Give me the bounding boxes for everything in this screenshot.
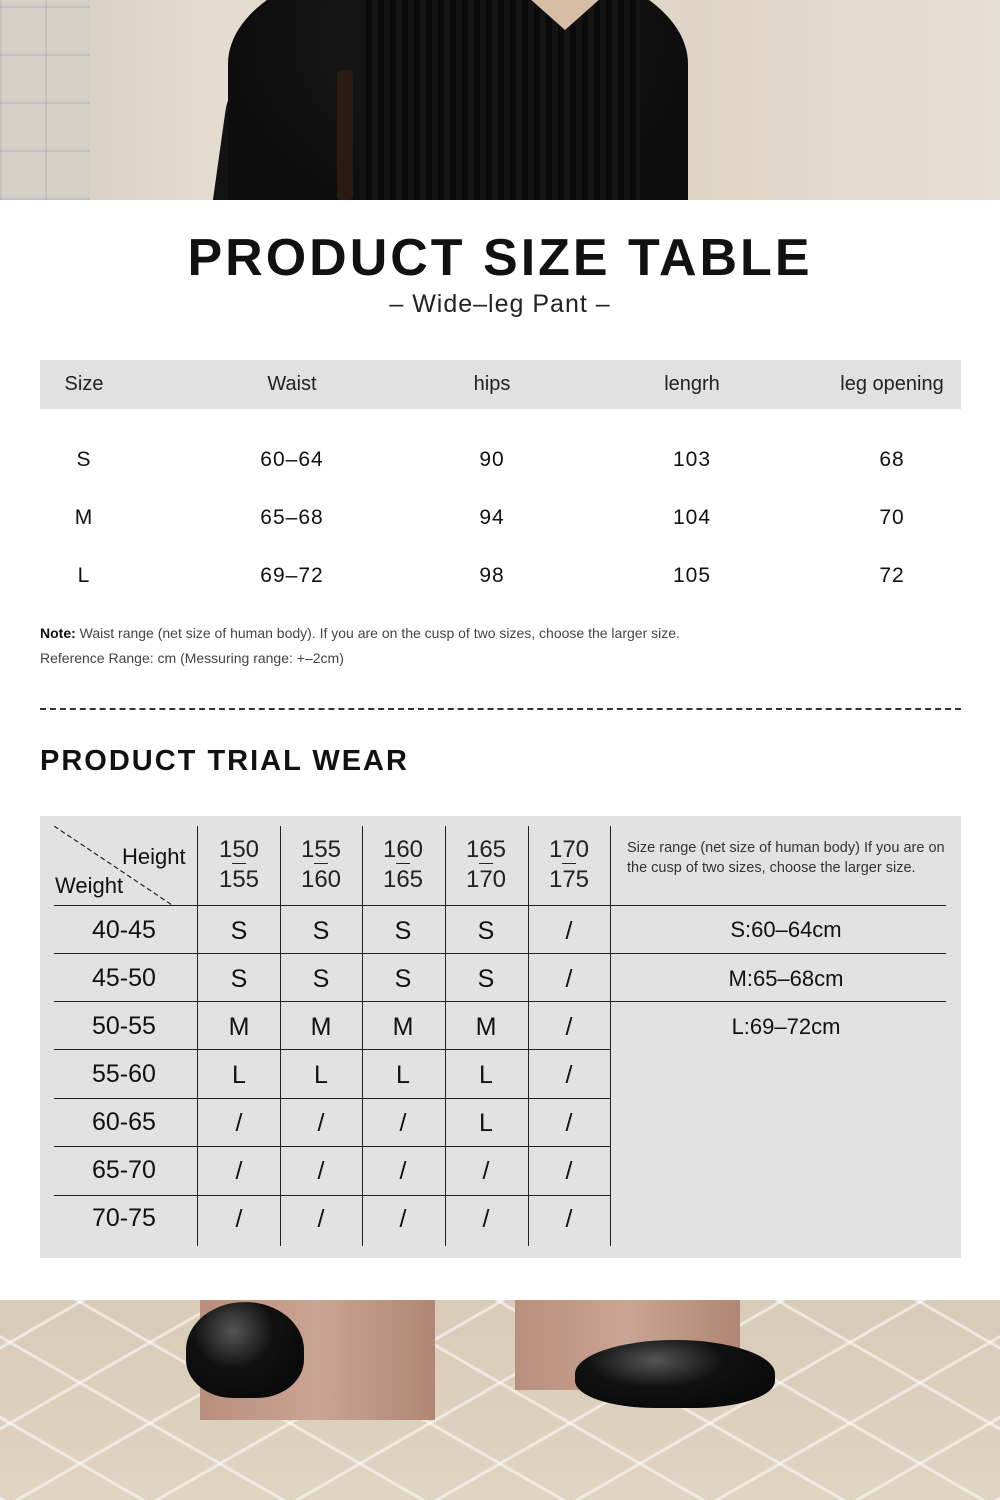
grid-line: [54, 1098, 611, 1099]
height-to: 175: [548, 866, 590, 893]
height-to: 155: [218, 866, 260, 893]
trial-size-cell: /: [565, 1061, 573, 1089]
size-cell: M: [74, 506, 94, 529]
trial-size-cell: /: [399, 1205, 407, 1233]
grid-line: [54, 905, 946, 906]
leg-opening-cell: 68: [879, 448, 905, 471]
size-cell: S: [76, 448, 92, 471]
right-shoe: [575, 1340, 775, 1408]
wall-tiles: [0, 0, 90, 200]
height-from: 165: [465, 836, 507, 863]
reference-range-note: Reference Range: cm (Messuring range: +–2cm): [40, 650, 344, 666]
trial-size-cell: S: [477, 965, 495, 993]
column-header-size: Size: [64, 373, 104, 395]
column-header-waist: Waist: [267, 373, 317, 395]
height-separator: [562, 863, 576, 864]
weight-label: 40-45: [92, 916, 156, 944]
page-subtitle: – Wide–leg Pant –: [389, 290, 611, 318]
weight-label: 60-65: [92, 1108, 156, 1136]
trial-size-cell: /: [317, 1157, 325, 1185]
trial-size-cell: /: [399, 1157, 407, 1185]
length-cell: 103: [672, 448, 712, 471]
weight-label: 50-55: [92, 1012, 156, 1040]
trial-size-cell: S: [394, 965, 412, 993]
trial-size-cell: /: [565, 965, 573, 993]
trial-size-cell: M: [310, 1013, 332, 1041]
weight-label: 45-50: [92, 964, 156, 992]
height-to: 160: [300, 866, 342, 893]
leg-opening-cell: 70: [879, 506, 905, 529]
grid-line: [54, 1146, 611, 1147]
trial-size-cell: /: [235, 1157, 243, 1185]
height-header: [198, 838, 280, 892]
trial-size-cell: /: [235, 1205, 243, 1233]
height-to: 165: [382, 866, 424, 893]
grid-line: [54, 953, 946, 954]
height-header: [445, 838, 527, 892]
trial-size-cell: S: [394, 917, 412, 945]
table-row: [40, 556, 961, 596]
trial-size-cell: /: [565, 1013, 573, 1041]
corner-weight-label: Weight: [55, 873, 124, 898]
trial-size-cell: /: [235, 1109, 243, 1137]
leg-opening-cell: 72: [879, 564, 905, 587]
grid-line: [54, 1049, 611, 1050]
height-from: 170: [548, 836, 590, 863]
top-model-photo: [0, 0, 1000, 200]
height-header: [362, 838, 444, 892]
waist-cell: 65–68: [260, 506, 324, 529]
hips-cell: 94: [479, 506, 505, 529]
dashed-divider: [40, 708, 961, 710]
waist-range-s: S:60–64cm: [730, 917, 842, 942]
trial-size-cell: L: [479, 1109, 493, 1137]
height-from: 150: [218, 836, 260, 863]
trial-size-cell: S: [312, 965, 330, 993]
height-separator: [479, 863, 493, 864]
trial-size-cell: L: [396, 1061, 410, 1089]
note-text: Waist range (net size of human body). If you are on the cusp of two sizes, choose the larger size.: [75, 625, 680, 641]
trial-size-cell: S: [312, 917, 330, 945]
trial-size-cell: S: [230, 917, 248, 945]
trial-size-cell: L: [479, 1061, 493, 1089]
grid-line: [54, 1195, 611, 1196]
trial-size-cell: /: [565, 1205, 573, 1233]
trial-size-cell: L: [232, 1061, 246, 1089]
waist-cell: 60–64: [260, 448, 324, 471]
size-note: [40, 625, 680, 641]
trial-size-cell: /: [565, 917, 573, 945]
height-header: [280, 838, 362, 892]
trial-size-cell: /: [565, 1157, 573, 1185]
bag-strap: [337, 70, 353, 200]
trial-size-cell: /: [482, 1157, 490, 1185]
trial-wear-title: PRODUCT TRIAL WEAR: [40, 745, 409, 777]
trial-size-cell: L: [314, 1061, 328, 1089]
trial-size-cell: M: [475, 1013, 497, 1041]
height-separator: [396, 863, 410, 864]
waist-range-m: M:65–68cm: [728, 966, 844, 991]
trial-size-cell: S: [477, 917, 495, 945]
trial-size-cell: /: [482, 1205, 490, 1233]
height-to: 170: [465, 866, 507, 893]
height-separator: [314, 863, 328, 864]
height-from: 160: [382, 836, 424, 863]
weight-label: 65-70: [92, 1156, 156, 1184]
table-row: [40, 498, 961, 538]
trial-size-cell: M: [228, 1013, 250, 1041]
ribbed-top: [360, 0, 640, 200]
trial-size-cell: /: [399, 1109, 407, 1137]
weight-label: 55-60: [92, 1060, 156, 1088]
length-cell: 104: [672, 506, 712, 529]
page-title: PRODUCT SIZE TABLE: [187, 229, 813, 287]
note-label: Note:: [40, 625, 76, 641]
column-header-leg-opening: leg opening: [840, 373, 944, 395]
hips-cell: 98: [479, 564, 505, 587]
trial-size-cell: S: [230, 965, 248, 993]
corner-height-label: Height: [122, 844, 186, 869]
column-header-length: lengrh: [664, 373, 720, 395]
weight-label: 70-75: [92, 1204, 156, 1232]
size-range-note: Size range (net size of human body) If you are on the cusp of two sizes, choose the larger size.: [627, 840, 945, 876]
trial-size-cell: M: [392, 1013, 414, 1041]
size-table-header: [40, 360, 961, 409]
trial-size-cell: /: [317, 1109, 325, 1137]
height-from: 155: [300, 836, 342, 863]
trial-size-cell: /: [317, 1205, 325, 1233]
length-cell: 105: [672, 564, 712, 587]
column-header-hips: hips: [473, 373, 511, 395]
table-row: [40, 440, 961, 480]
grid-line: [54, 1001, 946, 1002]
size-cell: L: [77, 564, 91, 587]
left-shoe: [186, 1302, 304, 1398]
height-header: [528, 838, 610, 892]
bottom-model-photo: [0, 1300, 1000, 1500]
waist-cell: 69–72: [260, 564, 324, 587]
trial-size-cell: /: [565, 1109, 573, 1137]
waist-range-l: L:69–72cm: [731, 1014, 841, 1039]
hips-cell: 90: [479, 448, 505, 471]
height-separator: [232, 863, 246, 864]
